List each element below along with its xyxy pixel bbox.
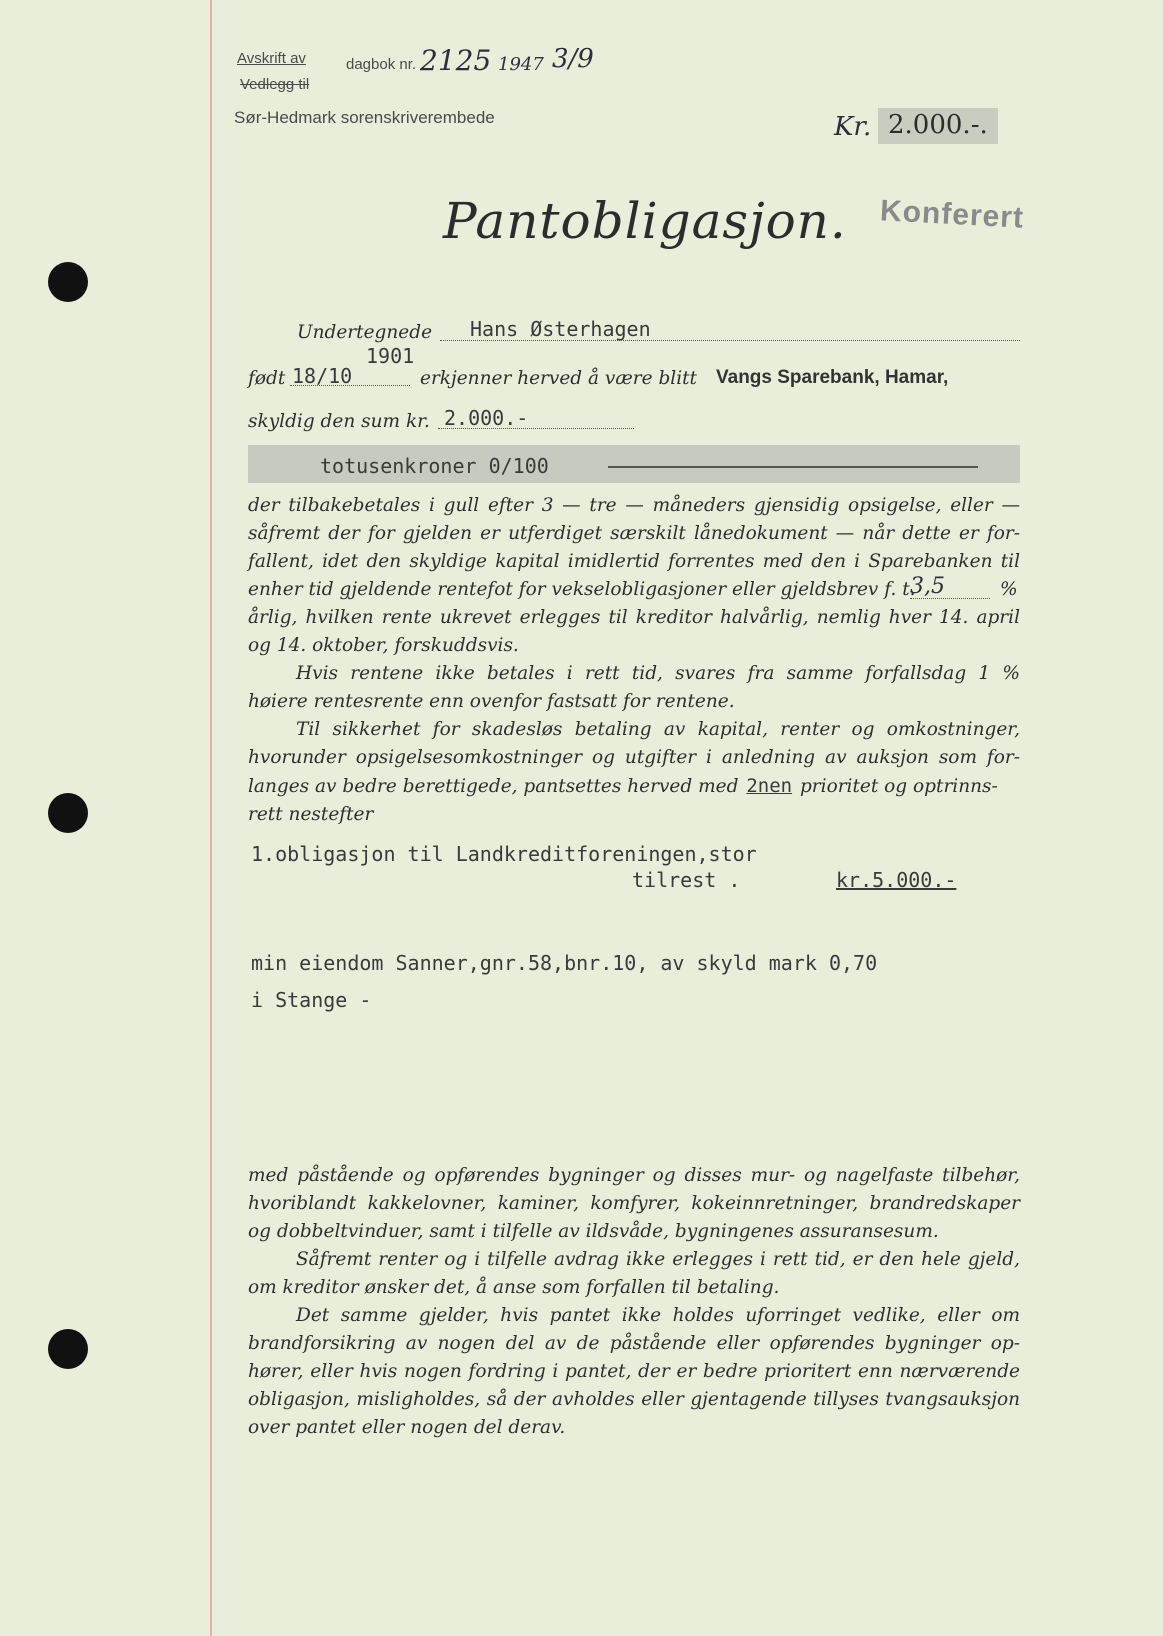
text-line: om kreditor ønsker det, å anse som forfallen til betaling. [248, 1277, 780, 1298]
header-year: 1947 [498, 54, 544, 75]
margin-line [210, 0, 212, 1636]
text-line: Det samme gjelder, hvis pantet ikke holdes uforringet vedlike, eller om [296, 1305, 1020, 1326]
fodt-label: født [248, 368, 286, 389]
text-line: fallent, idet den skyldige kapital imidlertid forrentes med den i Sparebanken til [248, 551, 1020, 572]
bank-name: Vangs Sparebank, Hamar, [716, 367, 949, 388]
priority-value: 2nen [746, 775, 793, 797]
property-line: i Stange - [251, 988, 372, 1012]
sum-words: totusenkroner 0/100 [320, 454, 549, 478]
interest-rate: 3,5 [910, 574, 945, 599]
text-line: og dobbeltvinduer, samt i tilfelle av ildsvåde, bygningenes assuransesum. [248, 1221, 939, 1242]
paragraph-default [248, 1246, 1020, 1302]
text-line: hører, eller hvis nogen fordring i pantet, der er bedre prioritert enn nærværende [248, 1361, 1020, 1382]
header-date: 3/9 [552, 44, 594, 74]
amount-prefix: Kr. [834, 112, 872, 142]
konferert-stamp: Konferert [879, 194, 1025, 235]
erkjenner-text: erkjenner herved å være blitt [420, 368, 697, 389]
text-line: hvoriblandt kakkelovner, kaminer, komfyrer, kokeinnretninger, brandredskaper [248, 1193, 1020, 1214]
sum-words-dash [608, 466, 978, 468]
page-title: Pantobligasjon. [443, 192, 847, 250]
text-line: såfremt der for gjelden er utferdiget særskilt lånedokument — når dette er for- [248, 523, 1020, 544]
amount-box: 2.000.-. [878, 108, 998, 144]
text-segment: langes av bedre berettigede, pantsettes herved med [248, 776, 739, 797]
punch-hole [48, 793, 88, 833]
text-line: årlig, hvilken rente ukrevet erlegges til kreditor halvårlig, nemlig hver 14. april [248, 607, 1020, 628]
text-line: med påstående og opførendes bygninger og disses mur- og nagelfaste tilbehør, [248, 1165, 1020, 1186]
text-segment: enher tid gjeldende rentefot for vekselobligasjoner eller gjeldsbrev f. t. [248, 579, 916, 600]
fodt-year: 1901 [366, 344, 415, 368]
header-vedlegg: Vedlegg til [240, 76, 310, 93]
text-line: hvorunder opsigelsesomkostninger og utgifter i anledning av auksjon som for- [248, 747, 1020, 768]
punch-hole [48, 1329, 88, 1369]
percent-sign: % [1000, 579, 1018, 600]
header-dagbok-number: 2125 [420, 44, 492, 77]
text-line: der tilbakebetales i gull efter 3 — tre — måneders gjensidig opsigelse, eller — [248, 495, 1020, 516]
typed-tilrest: tilrest . [632, 868, 741, 892]
text-line-rate [248, 576, 1020, 604]
paragraph-buildings [248, 1162, 1020, 1246]
punch-hole [48, 262, 88, 302]
text-line: over pantet eller nogen del derav. [248, 1417, 566, 1438]
paragraph-repayment [248, 492, 1020, 660]
text-line: obligasjon, misligholdes, så der avholdes eller gjentagende tillyses tvangsauksjon [248, 1389, 1020, 1410]
typed-obligation-line: 1.obligasjon til Landkreditforeningen,stor [251, 842, 757, 866]
header-office: Sør-Hedmark sorenskriverembede [234, 108, 495, 127]
paragraph-maintenance [248, 1302, 1020, 1442]
undertegnede-label: Undertegnede [297, 322, 433, 343]
fodt-value: 18/10 [292, 364, 353, 388]
typed-amount: kr.5.000.- [836, 868, 957, 892]
text-line: brandforsikring av nogen del av de påstående eller opførendes bygninger op- [248, 1333, 1020, 1354]
property-line: min eiendom Sanner,gnr.58,bnr.10, av skyld mark 0,70 [251, 951, 878, 975]
text-line: og 14. oktober, forskuddsvis. [248, 635, 519, 656]
text-line-priority [248, 772, 1020, 801]
undertegnede-value: Hans Østerhagen [470, 317, 651, 341]
skyldig-value: 2.000.- [444, 406, 529, 430]
fodt-line [290, 385, 410, 386]
header-dagbok: dagbok nr. [346, 56, 417, 73]
text-line: høiere rentesrente enn ovenfor fastsatt for rentene. [248, 691, 735, 712]
paragraph-late-interest [248, 660, 1020, 716]
text-line: Til sikkerhet for skadesløs betaling av kapital, renter og omkostninger, [296, 719, 1020, 740]
text-segment: prioritet og optrinns- [799, 776, 998, 797]
text-line: Hvis rentene ikke betales i rett tid, svares fra samme forfallsdag 1 % [296, 663, 1020, 684]
text-line: Såfremt renter og i tilfelle avdrag ikke erlegges i rett tid, er den hele gjeld, [296, 1249, 1020, 1270]
rate-line [910, 598, 990, 599]
text-line: rett nestefter [248, 804, 374, 825]
skyldig-label: skyldig den sum kr. [248, 411, 430, 432]
paragraph-security [248, 716, 1020, 829]
header-avskrift: Avskrift av [237, 50, 306, 67]
skyldig-line [438, 428, 634, 429]
